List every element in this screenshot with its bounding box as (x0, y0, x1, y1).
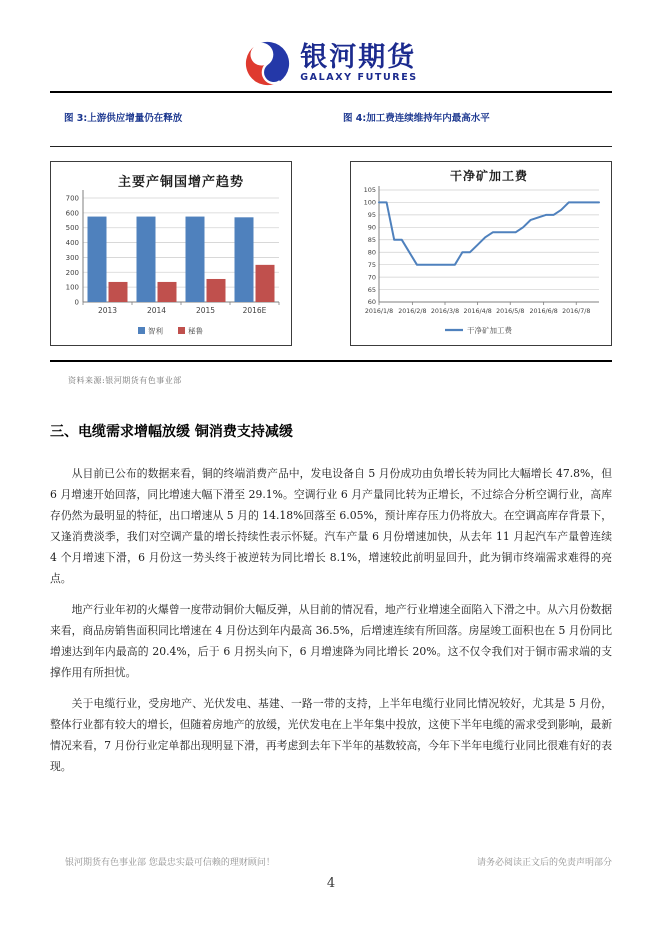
svg-text:200: 200 (65, 268, 79, 277)
svg-text:100: 100 (363, 198, 376, 207)
body-paragraph-1: 从目前已公布的数据来看，铜的终端消费产品中，发电设备自 5 月份成功由负增长转为同比大幅增长 47.8%，但 6 月增速开始回落，同比增速大幅下滑至 29.1%。空调行业 6 月产量同比转为正增长，不过综合分析空调行业，高库存仍然为最明显的特征，出口增速从 5 月的 14.18%回落至 6.05%，预计库存压力仍将放大。在空调高库存背景下，又逢消费淡季，我们对空调产量的增长持续性表示怀疑。汽车产量 6 月份增速加快，从去年 11 月起汽车产量曾连续 4 个月增速下滑，6 月份这一势头终于被逆转为同比增长 8.1%，增速较此前明显回升，此为铜市终端需求难得的亮点。 (50, 467, 612, 585)
footer-disclaimer: 请务必阅读正文后的免责声明部分 (476, 858, 612, 868)
body-paragraph-3: 关于电缆行业，受房地产、光伏发电、基建、一路一带的支持，上半年电缆行业同比情况较好，尤其是 5 月份，整体行业都有较大的增长，但随着房地产的放缓，光伏发电在上半年集中投放，这使下半年电缆的需求受到影响，最新情况来看，7 月份行业定单都出现明显下滑，再考虑到去年下半年的基数较高，今年下半年电缆行业同比很难有好的表现。 (50, 697, 612, 773)
page-header (50, 40, 612, 87)
brand-text-block (300, 44, 418, 83)
figure4-caption: 图 4:加工费连续维持年内最高水平 (343, 113, 490, 124)
svg-text:2014: 2014 (146, 306, 167, 315)
svg-text:600: 600 (65, 209, 79, 218)
line-chart-tc-fee (350, 161, 612, 346)
svg-text:80: 80 (367, 248, 376, 257)
svg-text:400: 400 (65, 239, 79, 248)
svg-text:65: 65 (367, 285, 376, 294)
svg-text:500: 500 (65, 224, 79, 233)
svg-text:100: 100 (65, 283, 79, 292)
svg-text:0: 0 (74, 298, 79, 307)
svg-text:2016E: 2016E (242, 306, 267, 315)
footer-slogan: 银河期货有色事业部 您最忠实最可信赖的理财顾问！ (65, 858, 275, 868)
captions-divider (50, 146, 612, 147)
figure-captions-row (50, 110, 612, 124)
svg-text:2016/3/8: 2016/3/8 (430, 308, 460, 315)
body-text (50, 463, 612, 787)
section-heading: 三、电缆需求增幅放缓 铜消费支持减缓 (50, 424, 293, 440)
svg-text:95: 95 (367, 211, 376, 220)
svg-text:秘鲁: 秘鲁 (188, 326, 203, 336)
header-divider (50, 91, 612, 93)
brand-name-en: GALAXY FUTURES (300, 72, 418, 83)
svg-text:2016/1/8: 2016/1/8 (364, 308, 394, 315)
page-footer (50, 855, 612, 868)
svg-text:300: 300 (65, 253, 79, 262)
svg-text:2016/5/8: 2016/5/8 (496, 308, 525, 315)
svg-text:70: 70 (367, 273, 376, 282)
svg-text:2013: 2013 (97, 306, 118, 315)
bar-chart-copper-production (50, 161, 292, 346)
svg-text:2016/7/8: 2016/7/8 (562, 308, 591, 315)
svg-text:75: 75 (367, 260, 376, 269)
svg-text:60: 60 (367, 298, 376, 307)
svg-text:700: 700 (65, 194, 79, 203)
svg-text:2016/2/8: 2016/2/8 (398, 308, 427, 315)
svg-text:2016/6/8: 2016/6/8 (529, 308, 558, 315)
source-note: 资料来源:银河期货有色事业部 (68, 376, 182, 385)
figure3-caption: 图 3:上游供应增量仍在释放 (64, 113, 183, 124)
svg-text:2016/4/8: 2016/4/8 (463, 308, 492, 315)
svg-text:干净矿加工费: 干净矿加工费 (467, 325, 512, 335)
page-content (50, 0, 612, 936)
body-paragraph-2: 地产行业年初的火爆曾一度带动铜价大幅反弹，从目前的情况看，地产行业增速全面陷入下滑之中。从六月份数据来看，商品房销售面积同比增速在 4 月份达到年内最高 36.5%，后增速连续有所回落。房屋竣工面积也在 5 月份同比增速达到年内最高的 20.4%，后于 6 月拐头向下，6 月增速降为同比增长 20%。这不仅令我们对于铜市需求端的支撑作用有所担忧。 (50, 603, 612, 679)
line-chart-svg (351, 162, 609, 343)
brand-name-cn: 银河期货 (300, 42, 417, 73)
svg-text:105: 105 (363, 186, 376, 195)
svg-text:主要产铜国增产趋势: 主要产铜国增产趋势 (117, 175, 245, 190)
bar-chart-svg (51, 162, 289, 343)
svg-text:智利: 智利 (148, 326, 163, 336)
svg-text:干净矿加工费: 干净矿加工费 (449, 169, 529, 183)
svg-text:85: 85 (367, 235, 376, 244)
svg-text:2015: 2015 (195, 306, 216, 315)
page-number: 4 (326, 876, 336, 891)
charts-divider (50, 360, 612, 362)
galaxy-logo-icon (244, 40, 291, 87)
svg-text:90: 90 (367, 223, 376, 232)
